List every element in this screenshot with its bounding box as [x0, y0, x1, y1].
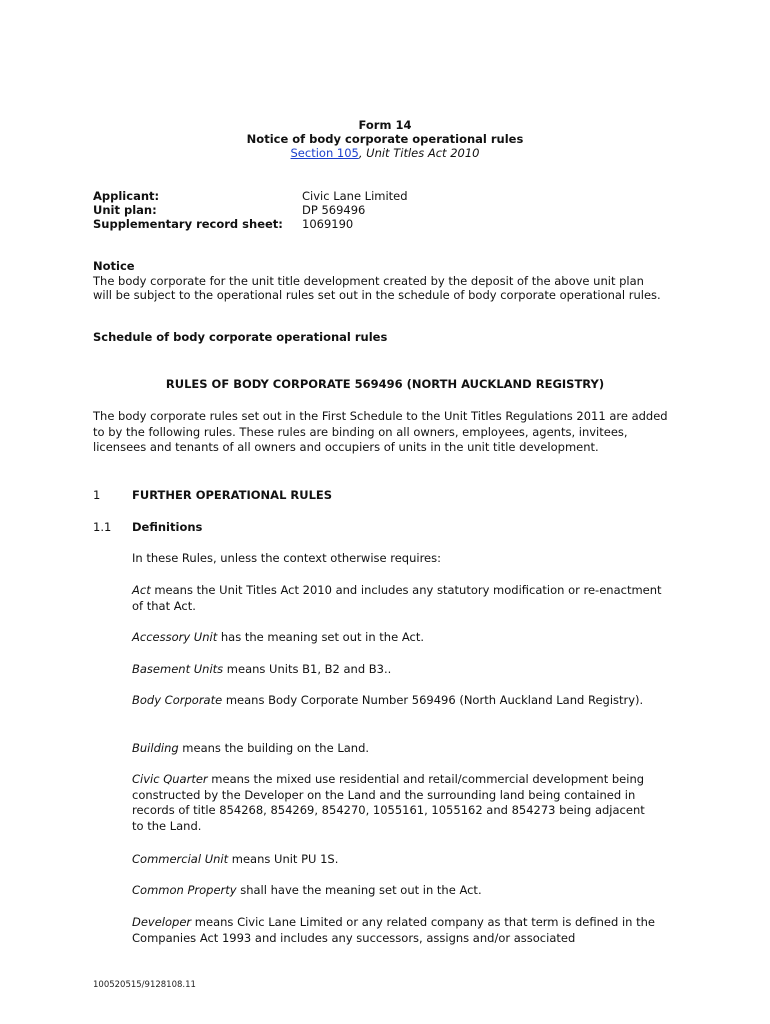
definition-term: Act [132, 583, 151, 597]
definition-term: Civic Quarter [132, 772, 208, 786]
section-1-1-title: Definitions [132, 520, 203, 534]
definition-act [132, 583, 672, 614]
applicant-details [93, 189, 408, 231]
rules-title: RULES OF BODY CORPORATE 569496 (NORTH AUCKLAND REGISTRY) [165, 377, 605, 391]
definition-text: means the mixed use residential and retail/commercial development being constructed by the Developer on the Land and the surrounding land being contained in records of title 854268, 854269, 854270, 1055161, 1055162 and 854273 being adjacent to the Land. [132, 772, 645, 833]
definition-civic-quarter [132, 772, 657, 834]
section-1-number: 1 [93, 488, 101, 502]
definition-text: means Units B1, B2 and B3.. [223, 662, 392, 676]
notice-section [93, 259, 663, 303]
definition-term: Building [132, 741, 179, 755]
record-sheet-label: Supplementary record sheet: [93, 217, 283, 231]
schedule-heading: Schedule of body corporate operational rules [93, 330, 388, 344]
definition-accessory-unit [132, 630, 672, 646]
definition-building [132, 741, 672, 757]
form-header [0, 118, 770, 160]
definition-term: Body Corporate [132, 693, 223, 707]
definition-term: Basement Units [132, 662, 224, 676]
definition-text: shall have the meaning set out in the Act. [236, 883, 482, 897]
unit-plan-row [93, 203, 408, 217]
definition-term: Developer [132, 915, 192, 929]
unit-plan-label: Unit plan: [93, 203, 157, 217]
definition-text: means Unit PU 1S. [228, 852, 339, 866]
definition-developer [132, 915, 662, 946]
definition-text: means Civic Lane Limited or any related company as that term is defined in the Companies Act 1993 and includes any successors, assigns and/or associated [132, 915, 655, 945]
definition-text: has the meaning set out in the Act. [217, 630, 424, 644]
definition-body-corporate [132, 693, 672, 709]
applicant-label: Applicant: [93, 189, 160, 203]
statute-reference [0, 146, 770, 160]
applicant-row [93, 189, 408, 203]
notice-heading: Notice [93, 259, 135, 273]
definition-text: means the Unit Titles Act 2010 and includes any statutory modification or re-enactment of that Act. [132, 583, 662, 613]
definition-term: Common Property [132, 883, 237, 897]
document-reference: 100520515/9128108.11 [93, 980, 196, 990]
section-1-title: FURTHER OPERATIONAL RULES [132, 488, 333, 502]
definition-term: Commercial Unit [132, 852, 229, 866]
record-sheet-value: 1069190 [302, 217, 354, 231]
definition-commercial-unit [132, 852, 672, 868]
definitions-intro: In these Rules, unless the context otherwise requires: [132, 551, 441, 565]
applicant-value: Civic Lane Limited [302, 189, 408, 203]
section-link[interactable]: Section 105 [290, 146, 359, 160]
statute-name: , Unit Titles Act 2010 [358, 146, 480, 160]
definition-term: Accessory Unit [132, 630, 218, 644]
definition-text: means the building on the Land. [178, 741, 370, 755]
form-number: Form 14 [358, 118, 412, 132]
form-title: Notice of body corporate operational rules [246, 132, 524, 146]
notice-body: The body corporate for the unit title development created by the deposit of the above unit plan will be subject to the operational rules set out in the schedule of body corporate operational rules. [93, 273, 661, 302]
definition-basement-units [132, 662, 672, 678]
definition-text: means Body Corporate Number 569496 (North Auckland Land Registry). [222, 693, 644, 707]
section-1-1-number: 1.1 [93, 520, 112, 534]
intro-paragraph: The body corporate rules set out in the First Schedule to the Unit Titles Regulations 2011 are added to by the following rules. These rules are binding on all owners, employees, agents, invitees, licensees and tenants of all owners and occupiers of units in the unit title development. [93, 409, 668, 454]
unit-plan-value: DP 569496 [302, 203, 366, 217]
record-sheet-row [93, 217, 408, 231]
definition-common-property [132, 883, 672, 899]
